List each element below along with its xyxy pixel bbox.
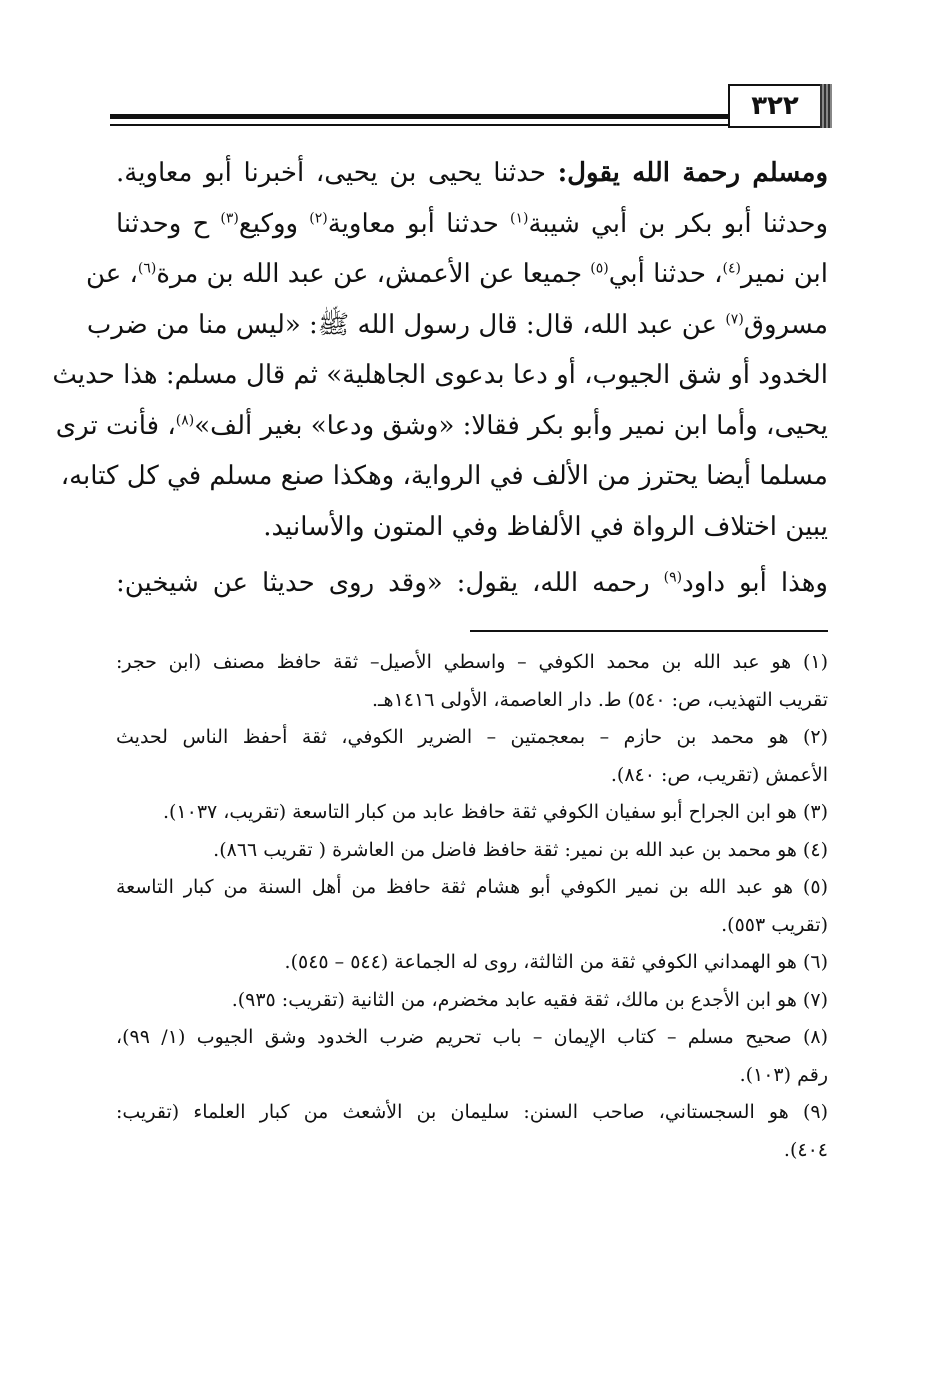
header-rule-thin — [110, 124, 728, 126]
footnote-ref: (٩) — [663, 569, 683, 586]
footnote-line: (٢) هو محمد بن حازم – بمعجمتين – الضرير الكوفي، ثقة أحفظ الناس لحديث — [116, 726, 828, 748]
footnote-ref: (١) — [509, 209, 529, 226]
footnote-8 — [116, 1019, 828, 1094]
footnote-line: (٤) هو محمد بن عبد الله بن نمير: ثقة حافظ فاضل من العاشرة ( تقريب ٨٦٦). — [213, 838, 828, 861]
line-text: ووكيع — [238, 208, 310, 239]
footnote-line: (٩) هو السجستاني، صاحب السنن: سليمان بن الأشعث من كبار العلماء (تقريب: — [116, 1101, 828, 1123]
line-text: عن عبد الله، قال: قال رسول الله ﷺ: «ليس منا من ضرب — [86, 309, 726, 340]
footnote-ref: (٧) — [725, 310, 744, 327]
line-text: يحيى، وأما ابن نمير وأبو بكر فقالا: «وشق ودعا» بغير ألف» — [194, 410, 828, 441]
footnote-4 — [116, 832, 828, 870]
footnotes — [116, 644, 828, 1169]
footnote-2 — [116, 719, 828, 794]
footnote-ref: (٣) — [220, 209, 239, 226]
footnote-line: (٦) هو الهمداني الكوفي ثقة من الثالثة، روى له الجماعة (٥٤٤ – ٥٤٥). — [284, 951, 828, 973]
footnote-9 — [116, 1094, 828, 1169]
footnote-1 — [116, 644, 828, 719]
text-line — [52, 350, 828, 401]
page-number-shade — [820, 84, 832, 128]
footnote-line: رقم (١٠٣). — [739, 1063, 828, 1086]
line-text: مسروق — [743, 309, 828, 340]
line-text: ، فأنت ترى — [55, 410, 176, 441]
footnote-7 — [116, 982, 828, 1020]
text-line — [116, 148, 828, 199]
footnote-line: (٣) هو ابن الجراح أبو سفيان الكوفي ثقة حافظ عابد من كبار التاسعة (تقريب، ١٠٣٧). — [162, 801, 828, 823]
footnote-line: الأعمش (تقريب، ص: ٨٤٠). — [610, 763, 828, 786]
footnote-ref: (٦) — [137, 260, 157, 277]
footnote-ref: (٤) — [722, 260, 742, 277]
footnote-separator — [470, 630, 828, 632]
line-text: يبين اختلاف الرواة في الألفاظ وفي المتون والأسانيد. — [263, 511, 828, 542]
header-rule-thick — [110, 114, 728, 119]
text-line — [86, 300, 828, 351]
line-text: ، عن — [85, 259, 138, 289]
line-text: ابن نمير — [741, 259, 828, 289]
footnote-line: (٧) هو ابن الأجدع بن مالك، ثقة فقيه عابد مخضرم، من الثانية (تقريب: ٩٣٥). — [231, 988, 828, 1011]
page-header — [110, 84, 832, 132]
footnote-line: (١) هو عبد الله بن محمد الكوفي – واسطي الأصيل– ثقة حافظ مصنف (ابن حجر: — [116, 651, 828, 673]
footnote-ref: (٥) — [590, 260, 609, 277]
footnote-ref: (٢) — [309, 209, 328, 226]
line-text: ح وحدثنا — [116, 208, 221, 239]
line-text: الخدود أو شق الجيوب، أو دعا بدعوى الجاهلية» ثم قال مسلم: هذا حديث — [52, 360, 828, 390]
footnote-line: تقريب التهذيب، ص: ٥٤٠) ط. دار العاصمة، الأولى ١٤١٦هـ. — [371, 688, 828, 711]
text-line — [85, 249, 828, 300]
bold-phrase: ومسلم رحمة الله يقول: — [557, 158, 829, 188]
line-text: حدثنا يحيى بن يحيى، أخبرنا أبو معاوية. — [116, 158, 558, 188]
line-text: وحدثنا أبو بكر بن أبي شيبة — [528, 208, 829, 239]
footnote-line: ٤٠٤). — [783, 1138, 828, 1161]
footnote-6 — [116, 944, 828, 982]
footnote-line: (٨) صحيح مسلم – كتاب الإيمان – باب تحريم ضرب الخدود وشق الجيوب (١/ ٩٩)، — [116, 1026, 828, 1048]
line-text: حدثنا أبو معاوية — [327, 208, 510, 239]
text-line — [55, 401, 828, 452]
line-text: وهذا أبو داود — [682, 568, 828, 598]
page-number: ٣٢٢ — [728, 84, 832, 128]
footnote-5 — [116, 869, 828, 944]
footnote-line: (تقريب ٥٥٣). — [721, 913, 828, 936]
line-text: ، حدثنا أبي — [608, 259, 723, 289]
footnote-line: (٥) هو عبد الله بن نمير الكوفي أبو هشام ثقة حافظ من أهل السنة من كبار التاسعة — [116, 876, 828, 898]
text-line — [116, 199, 828, 250]
second-paragraph — [116, 558, 828, 608]
main-paragraph — [52, 148, 829, 552]
text-line — [60, 451, 828, 502]
line-text: جميعا عن الأعمش، عن عبد الله بن مرة — [156, 259, 591, 289]
footnote-3 — [116, 794, 828, 832]
line-text: رحمه الله، يقول: «وقد روى حديثا عن شيخين: — [116, 568, 664, 598]
text-line — [116, 502, 828, 553]
line-text: مسلما أيضا يحترز من الألف في الرواية، وهكذا صنع مسلم في كل كتابه، — [60, 461, 828, 491]
footnote-ref: (٨) — [175, 411, 195, 428]
